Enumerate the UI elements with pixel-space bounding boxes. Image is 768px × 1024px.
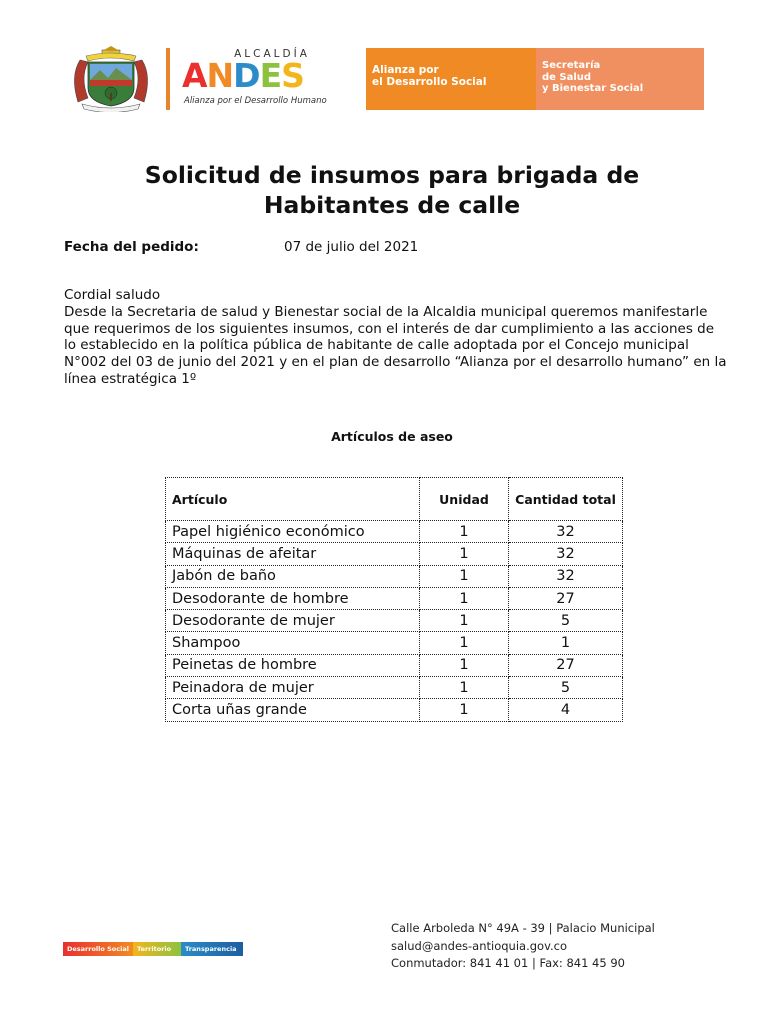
cell-unidad: 1 bbox=[420, 632, 509, 654]
alianza-panel bbox=[366, 48, 536, 110]
table-row bbox=[166, 610, 623, 632]
body-paragraph bbox=[64, 287, 728, 388]
fecha-value: 07 de julio del 2021 bbox=[284, 239, 419, 255]
cell-articulo: Corta uñas grande bbox=[166, 699, 420, 721]
municipal-crest-logo bbox=[66, 46, 156, 112]
andes-brand-logo bbox=[178, 46, 366, 112]
table-row bbox=[166, 521, 623, 543]
cell-articulo: Shampoo bbox=[166, 632, 420, 654]
table-row bbox=[166, 632, 623, 654]
cell-cantidad: 32 bbox=[509, 565, 623, 587]
footer-email: salud@andes-antioquia.gov.co bbox=[391, 938, 567, 953]
table-row bbox=[166, 699, 623, 721]
cell-articulo: Desodorante de hombre bbox=[166, 587, 420, 609]
secretaria-panel bbox=[536, 48, 704, 110]
fecha-label: Fecha del pedido: bbox=[64, 239, 199, 255]
section-title: Artículos de aseo bbox=[331, 429, 453, 444]
cell-cantidad: 32 bbox=[509, 521, 623, 543]
table-row bbox=[166, 677, 623, 699]
footer-tagline-bar bbox=[63, 942, 243, 956]
table-header-row bbox=[166, 478, 623, 521]
cell-unidad: 1 bbox=[420, 521, 509, 543]
cell-unidad: 1 bbox=[420, 610, 509, 632]
footer-bar-label: Territorio bbox=[133, 942, 181, 956]
cell-unidad: 1 bbox=[420, 677, 509, 699]
footer-address: Calle Arboleda N° 49A - 39 | Palacio Municipal bbox=[391, 921, 655, 935]
header-banner bbox=[66, 46, 706, 112]
table-row bbox=[166, 543, 623, 565]
cell-articulo: Peinetas de hombre bbox=[166, 654, 420, 676]
cell-articulo: Máquinas de afeitar bbox=[166, 543, 420, 565]
footer-bar-label: Desarrollo Social bbox=[63, 942, 133, 956]
cell-unidad: 1 bbox=[420, 587, 509, 609]
cell-articulo: Jabón de baño bbox=[166, 565, 420, 587]
table-row bbox=[166, 654, 623, 676]
cell-unidad: 1 bbox=[420, 699, 509, 721]
footer-contact bbox=[391, 920, 655, 973]
document-title: Solicitud de insumos para brigada de Habitantes de calle bbox=[144, 161, 640, 219]
secretaria-panel-line: de Salud bbox=[542, 71, 592, 83]
header-unidad: Unidad bbox=[420, 478, 509, 521]
cell-unidad: 1 bbox=[420, 654, 509, 676]
cell-cantidad: 1 bbox=[509, 632, 623, 654]
cell-articulo: Desodorante de mujer bbox=[166, 610, 420, 632]
cell-cantidad: 27 bbox=[509, 587, 623, 609]
header-divider bbox=[166, 48, 170, 110]
cell-cantidad: 5 bbox=[509, 610, 623, 632]
alianza-panel-line: el Desarrollo Social bbox=[372, 76, 487, 88]
secretaria-panel-line: Secretaría bbox=[542, 60, 601, 71]
request-paragraph: Desde la Secretaria de salud y Bienestar social de la Alcaldia municipal queremos manifestarle que requerimos de los siguientes insumos, con el interés de dar cumplimiento a las acciones de lo establecido en la política pública de habitante de calle adoptada por el Concejo municipal N°002 del 03 de junio del 2021 y en el plan de desarrollo “Alianza por el desarrollo humano” en la línea estratégica 1º bbox=[64, 303, 727, 387]
header-cantidad: Cantidad total bbox=[509, 478, 623, 521]
table-row bbox=[166, 587, 623, 609]
table-row bbox=[166, 565, 623, 587]
footer-bar-label: Transparencia bbox=[181, 942, 243, 956]
secretaria-panel-line: y Bienestar Social bbox=[542, 83, 644, 94]
andes-wordmark: ANDES bbox=[182, 56, 304, 95]
cell-unidad: 1 bbox=[420, 565, 509, 587]
supplies-table bbox=[165, 477, 623, 722]
alcaldia-label: ALCALDÍA bbox=[234, 48, 310, 60]
header-articulo: Artículo bbox=[166, 478, 420, 521]
andes-slogan: Alianza por el Desarrollo Humano bbox=[184, 96, 327, 106]
cell-cantidad: 32 bbox=[509, 543, 623, 565]
cell-cantidad: 4 bbox=[509, 699, 623, 721]
cell-articulo: Peinadora de mujer bbox=[166, 677, 420, 699]
cell-unidad: 1 bbox=[420, 543, 509, 565]
cell-cantidad: 27 bbox=[509, 654, 623, 676]
alianza-panel-line: Alianza por bbox=[372, 64, 439, 76]
greeting: Cordial saludo bbox=[64, 287, 161, 303]
cell-cantidad: 5 bbox=[509, 677, 623, 699]
cell-articulo: Papel higiénico económico bbox=[166, 521, 420, 543]
footer-phone: Conmutador: 841 41 01 | Fax: 841 45 90 bbox=[391, 956, 625, 970]
